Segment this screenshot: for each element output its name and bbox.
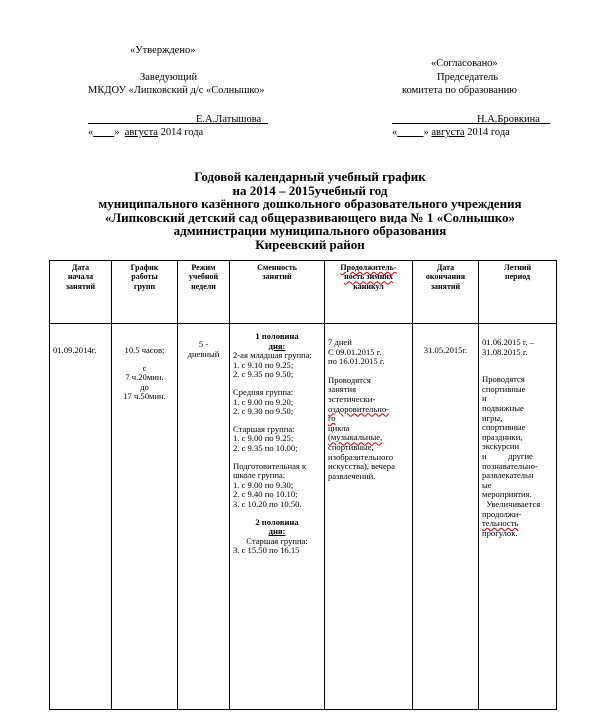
title-line-5: администрации муниципального образования [173,223,447,238]
header-start-date: Дата начала занятий [50,261,112,324]
agreed-date-month: августа [431,127,465,138]
approved-position: Заведующий [140,72,198,83]
title-line-4: «Липковский детский сад общеразвивающего вида № 1 «Солнышко» [104,209,516,225]
header-week-mode: Режим учебной недели [178,261,230,324]
table-row [50,324,557,710]
cell-shifts: 1 половина дня: 2-ая младшая группа: 1. с 9.10 по 9.25; 2. с 9.35 по 9.50; Средняя группа: 1. с 9.00 по 9.20; 2. с 9.30 по 9.50; Старшая группа: 1. с 9.00 по 9.25; 2. с 9.35 по 10.00; Подготовительная к школе группа: 1. с 9.00 по 9.30; 2. с 9.40 по 10.10; 3. с 10.20 по 10.50. 2 половина дня: Старшая группа: 3. с 15.50 по 16.15 [230,324,325,710]
cell-start-date: 01.09.2014г. [50,324,112,710]
agreed-date: « » августа 2014 года [392,127,510,138]
header-summer: Летний период [479,261,557,324]
title-line-3: муниципального казённого дошкольного образовательного учреждения [98,196,522,211]
document-title [60,170,560,251]
cell-summer: 01.06.2015 г. – 31.08.2015 г. Проводятся спортивные и подвижные игры, спортивные праздники, экскурсии и другие познавательно- развлекательн ые мероприятия. Увеличивается продолжи- тельность прогулок. [479,324,557,710]
header-winter: Продолжитель- ность зимних каникул [325,261,413,324]
cell-end-date: 31.05.2015г. [413,324,479,710]
title-line-2: на 2014 – 2015учебный год [232,182,388,198]
cell-week-mode: 5 - дневный [178,324,230,710]
cell-schedule: 10.5 часов; с 7 ч.20мин. до 17 ч.50мин. [112,324,178,710]
approved-label: «Утверждено» [130,45,196,56]
title-line-6: Киреевский район [255,236,365,252]
approved-signature-name: Е.А.Латышова [196,114,262,125]
header-end-date: Дата окончания занятий [413,261,479,324]
agreed-label: «Согласовано» [431,58,498,69]
approved-date: « » августа 2014 года [88,127,204,138]
header-shifts: Сменность занятий [230,261,325,324]
header-schedule: График работы групп [112,261,178,324]
approved-date-month: августа [124,127,158,138]
agreed-org: комитета по образованию [402,85,518,96]
title-line-1: Годовой календарный учебный график [194,169,426,184]
approved-org: МКДОУ «Липковский д/с «Солнышко» [88,85,265,96]
table-header-row [50,261,557,324]
agreed-position: Председатель [437,72,499,83]
schedule-table [49,260,557,710]
cell-winter: 7 дней С 09.01.2015 г. по 16.01.2015 г. Проводятся занятия эстетически- оздоровительно- го цикла (музыкальные, спортивные, изобразительного искусства), вечера развлечений. [325,324,413,710]
agreed-signature-name: Н.А.Бровкина [477,114,540,125]
